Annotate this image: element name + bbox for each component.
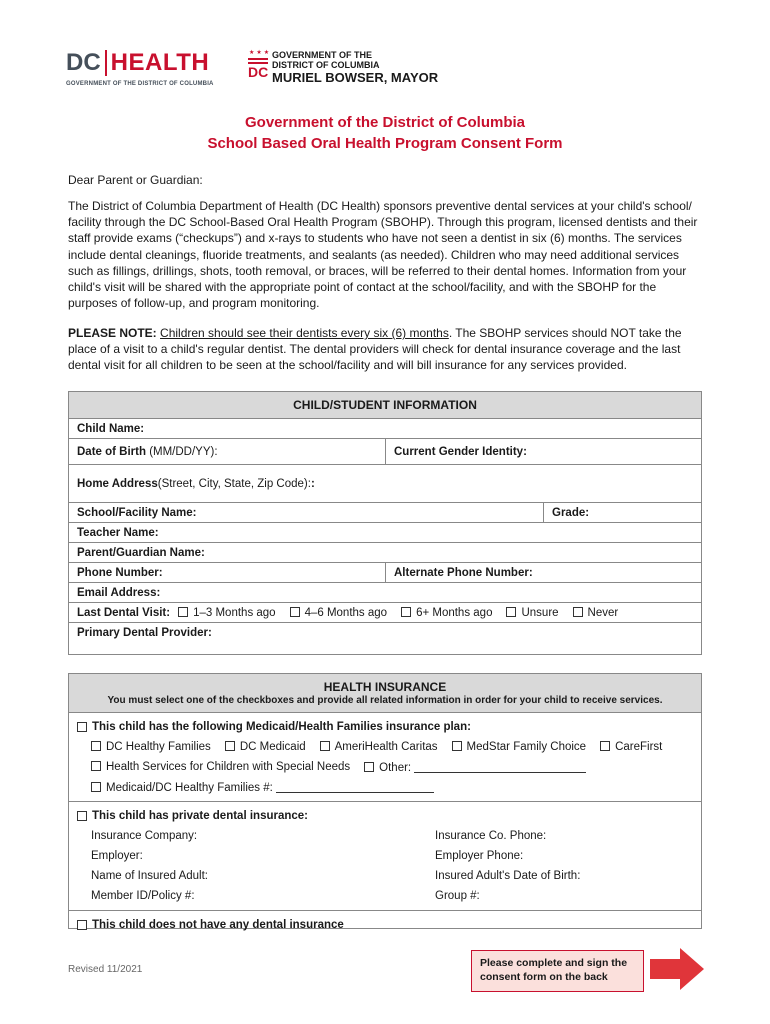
child-name-field[interactable] bbox=[69, 419, 701, 439]
plan-carefirst[interactable] bbox=[600, 741, 662, 753]
dob-format: (MM/DD/YY): bbox=[146, 445, 218, 458]
visit-option-label: 6+ Months ago bbox=[416, 606, 493, 619]
other-blank[interactable] bbox=[414, 761, 586, 773]
medicaid-section bbox=[69, 713, 701, 802]
school-label: School/Facility Name: bbox=[77, 506, 197, 519]
student-info-header: CHILD/STUDENT INFORMATION bbox=[69, 392, 701, 419]
alt-phone-field[interactable] bbox=[385, 563, 533, 582]
insurance-header bbox=[69, 674, 701, 713]
employer-field[interactable]: Employer: bbox=[91, 850, 143, 862]
no-insurance-label: This child does not have any dental insurance bbox=[92, 919, 344, 931]
medicaid-number-row bbox=[77, 777, 693, 797]
right-arrow-icon bbox=[650, 948, 704, 990]
gov-line-1: GOVERNMENT OF THE bbox=[272, 50, 373, 60]
checkbox[interactable] bbox=[290, 607, 300, 617]
plan-label: DC Healthy Families bbox=[106, 741, 211, 753]
address-label: Home Address bbox=[77, 477, 158, 490]
title-line-1: Government of the District of Columbia bbox=[244, 114, 526, 131]
plan-other[interactable] bbox=[364, 761, 586, 774]
letter-body: The District of Columbia Department of Health (DC Health) sponsors preventive dental services at your child's school/ facility through the DC School-Based Oral Health Program (SBOHP). Through this program, licensed dentists and their staff provide exams (“checkups”) and x-rays to students who have not seen a dentist in six (6) months. The services include dental cleanings, fluoride treatments, and sealants (as needed). Children who may need additional services such as fillings, drillings, shots, tooth removal, or braces, will be referred to their dental homes. Information from your child's visit will be shared with the appropriate point of contact at the school/facility, and with the SBOHP for the purposes of follow-up, and program monitoring. bbox=[68, 199, 698, 311]
dc-health-logo-subtitle: GOVERNMENT OF THE DISTRICT OF COLUMBIA bbox=[66, 81, 214, 87]
visit-option-label: Unsure bbox=[521, 606, 559, 619]
visit-option-never[interactable] bbox=[573, 607, 619, 619]
grade-label: Grade: bbox=[552, 506, 590, 519]
medicaid-plans-row-2 bbox=[77, 757, 693, 777]
plan-amerihealth[interactable] bbox=[320, 741, 438, 753]
logo-divider bbox=[105, 50, 107, 76]
medicaid-plans bbox=[77, 737, 693, 757]
gender-label: Current Gender Identity: bbox=[394, 445, 527, 458]
checkbox[interactable] bbox=[225, 741, 235, 751]
private-option[interactable] bbox=[77, 806, 693, 826]
checkbox[interactable] bbox=[178, 607, 188, 617]
gov-line-2: DISTRICT OF COLUMBIA bbox=[272, 60, 380, 70]
phone-row bbox=[69, 563, 701, 583]
checkbox[interactable] bbox=[600, 741, 610, 751]
plan-special-needs[interactable] bbox=[91, 761, 350, 773]
visit-option-1-3[interactable] bbox=[178, 607, 275, 619]
teacher-label: Teacher Name: bbox=[77, 526, 159, 539]
please-note bbox=[68, 325, 704, 374]
group-number-field[interactable]: Group #: bbox=[435, 890, 480, 902]
health-insurance-section bbox=[68, 673, 702, 929]
checkbox[interactable] bbox=[401, 607, 411, 617]
provider-field[interactable] bbox=[69, 623, 701, 643]
private-label: This child has private dental insurance: bbox=[92, 810, 309, 822]
dc-flag-icon: ★ ★ ★ DC bbox=[248, 50, 270, 80]
checkbox[interactable] bbox=[91, 761, 101, 771]
page-title bbox=[0, 112, 770, 154]
medicaid-number-field[interactable] bbox=[91, 781, 434, 794]
visit-option-6plus[interactable] bbox=[401, 607, 492, 619]
email-label: Email Address: bbox=[77, 586, 161, 599]
dc-government-logo bbox=[248, 50, 448, 90]
private-fields bbox=[77, 826, 693, 906]
last-visit-row bbox=[69, 603, 701, 623]
visit-option-unsure[interactable] bbox=[506, 607, 558, 619]
checkbox[interactable] bbox=[506, 607, 516, 617]
parent-label: Parent/Guardian Name: bbox=[77, 546, 205, 559]
dc-health-logo-health: HEALTH bbox=[110, 49, 210, 76]
dob-row bbox=[69, 439, 701, 465]
last-visit-label: Last Dental Visit: bbox=[77, 606, 171, 619]
dc-health-logo-dc: DC bbox=[66, 49, 101, 76]
gender-field[interactable] bbox=[385, 439, 527, 464]
alt-phone-label: Alternate Phone Number: bbox=[394, 566, 533, 579]
phone-field[interactable] bbox=[77, 567, 163, 579]
dc-mark: DC bbox=[248, 64, 269, 80]
dob-label: Date of Birth bbox=[77, 445, 146, 458]
no-insurance-option[interactable] bbox=[77, 915, 693, 935]
gov-mayor: MURIEL BOWSER, MAYOR bbox=[272, 70, 439, 85]
note-rest: . The SBOHP services should NOT take the place of a visit to a child's regular dentist. The dental providers will check for dental insurance coverage and the last dental visit for all children to be seen at the school/facility and will bill insurance for any services provided. bbox=[68, 326, 682, 373]
checkbox[interactable] bbox=[452, 741, 462, 751]
plan-dc-healthy-families[interactable] bbox=[91, 741, 211, 753]
address-format: (Street, City, State, Zip Code): bbox=[157, 477, 311, 490]
grade-field[interactable] bbox=[543, 503, 589, 522]
visit-option-4-6[interactable] bbox=[290, 607, 387, 619]
dc-health-logo bbox=[66, 48, 226, 94]
insurance-subtitle: You must select one of the checkboxes and provide all related information in order for your child to receive services. bbox=[107, 695, 663, 706]
parent-field[interactable] bbox=[69, 543, 701, 563]
checkbox[interactable] bbox=[91, 741, 101, 751]
no-insurance-section bbox=[69, 911, 701, 939]
private-insurance-section bbox=[69, 802, 701, 911]
greeting: Dear Parent or Guardian: bbox=[68, 173, 203, 187]
provider-label: Primary Dental Provider: bbox=[77, 627, 212, 639]
note-underlined: Children should see their dentists every six (6) months bbox=[160, 326, 449, 340]
plan-label: CareFirst bbox=[615, 741, 663, 753]
plan-label: AmeriHealth Caritas bbox=[334, 741, 438, 753]
header-logos bbox=[66, 48, 466, 94]
title-line-2: School Based Oral Health Program Consent Form bbox=[207, 135, 563, 152]
checkbox[interactable] bbox=[77, 722, 87, 732]
teacher-field[interactable] bbox=[69, 523, 701, 543]
plan-dc-medicaid[interactable] bbox=[225, 741, 306, 753]
checkbox[interactable] bbox=[77, 920, 87, 930]
checkbox[interactable] bbox=[364, 762, 374, 772]
dob-field[interactable] bbox=[77, 446, 218, 458]
insured-adult-dob-field[interactable]: Insured Adult's Date of Birth: bbox=[435, 870, 581, 882]
checkbox[interactable] bbox=[573, 607, 583, 617]
plan-label: Health Services for Children with Special Needs bbox=[106, 761, 351, 773]
medicaid-number-label: Medicaid/DC Healthy Families #: bbox=[106, 781, 273, 794]
insurance-company-field[interactable]: Insurance Company: bbox=[91, 830, 198, 842]
insurance-phone-field[interactable]: Insurance Co. Phone: bbox=[435, 830, 547, 842]
visit-option-label: Never bbox=[587, 606, 619, 619]
plan-label: MedStar Family Choice bbox=[466, 741, 587, 753]
plan-medstar[interactable] bbox=[452, 741, 587, 753]
checkbox[interactable] bbox=[77, 811, 87, 821]
note-label: PLEASE NOTE: bbox=[68, 326, 157, 340]
sign-back-callout: Please complete and sign the consent form on the back bbox=[471, 950, 644, 992]
phone-label: Phone Number: bbox=[77, 566, 163, 579]
visit-option-label: 4–6 Months ago bbox=[304, 606, 388, 619]
medicaid-number-blank[interactable] bbox=[276, 781, 434, 793]
student-info-section bbox=[68, 391, 702, 655]
dc-government-text bbox=[272, 50, 438, 85]
visit-option-label: 1–3 Months ago bbox=[193, 606, 276, 619]
child-name-label: Child Name: bbox=[77, 422, 145, 435]
revised-date: Revised 11/2021 bbox=[68, 964, 143, 975]
checkbox[interactable] bbox=[320, 741, 330, 751]
plan-label: Other: bbox=[379, 761, 412, 774]
member-id-field[interactable]: Member ID/Policy #: bbox=[91, 890, 195, 902]
employer-phone-field[interactable]: Employer Phone: bbox=[435, 850, 524, 862]
insured-adult-field[interactable]: Name of Insured Adult: bbox=[91, 870, 208, 882]
plan-label: DC Medicaid bbox=[239, 741, 306, 753]
school-field[interactable] bbox=[77, 507, 197, 519]
email-field[interactable] bbox=[69, 583, 701, 603]
school-row bbox=[69, 503, 701, 523]
checkbox[interactable] bbox=[91, 782, 101, 792]
insurance-title: HEALTH INSURANCE bbox=[323, 680, 447, 694]
medicaid-label: This child has the following Medicaid/Health Families insurance plan: bbox=[92, 721, 471, 733]
medicaid-option[interactable] bbox=[77, 717, 693, 737]
home-address-field[interactable]: Home Address (Street, City, State, Zip Code): : bbox=[69, 465, 701, 503]
